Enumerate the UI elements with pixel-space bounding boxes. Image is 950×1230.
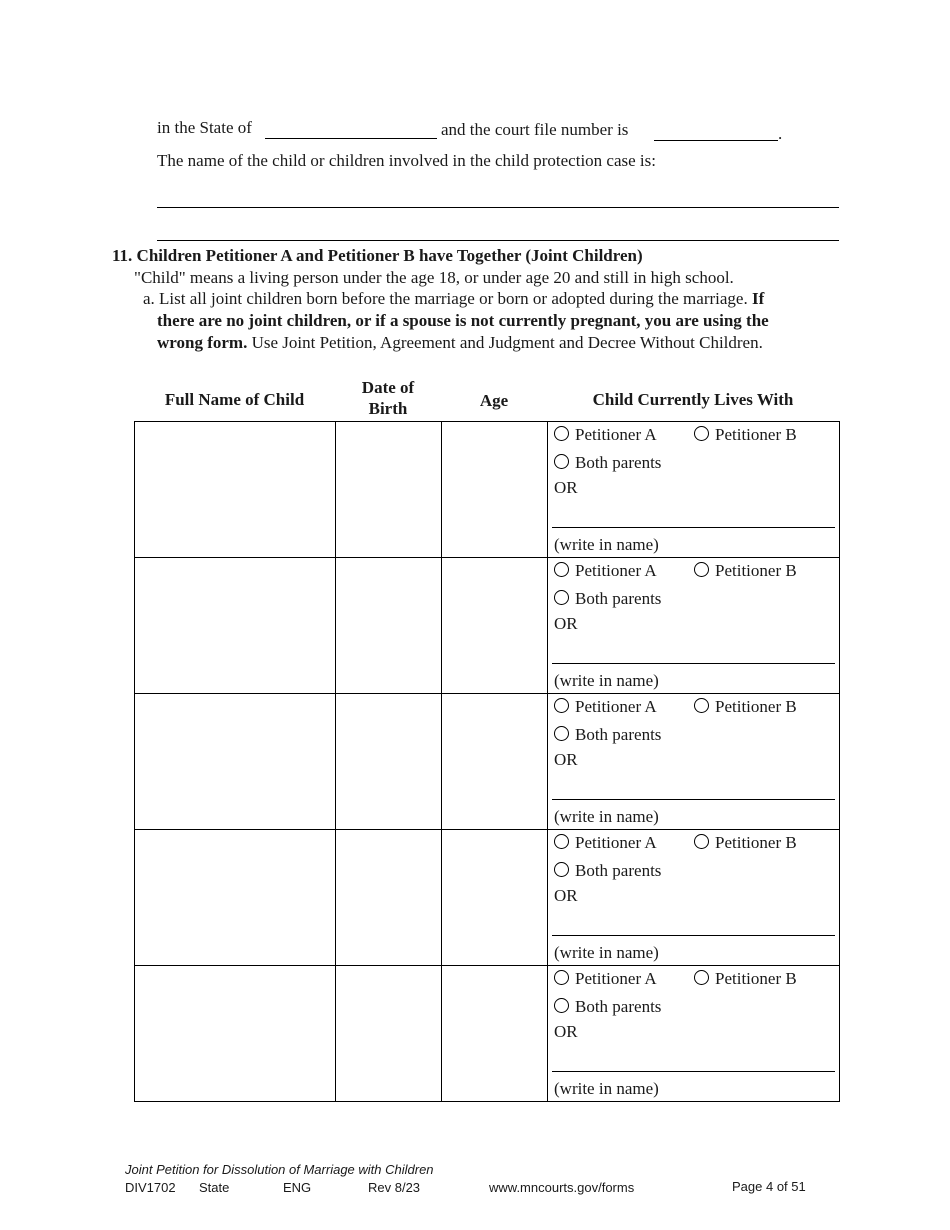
lives-with-cell — [548, 966, 840, 1102]
radio-icon[interactable] — [554, 862, 569, 877]
write-in-name-label: (write in name) — [554, 671, 659, 690]
option-both-parents[interactable]: Both parents — [554, 453, 661, 473]
option-both-parents[interactable]: Both parents — [554, 725, 661, 745]
child-names-line-2[interactable] — [157, 240, 839, 241]
footer-form-code: DIV1702 — [125, 1180, 176, 1195]
footer-revision: Rev 8/23 — [368, 1180, 421, 1195]
write-in-name-label: (write in name) — [554, 943, 659, 962]
joint-children-table — [134, 421, 840, 1102]
court-file-label: and the court file number is — [441, 120, 629, 139]
radio-icon[interactable] — [554, 698, 569, 713]
section-11-heading: 11. Children Petitioner A and Petitioner B have Together (Joint Children) — [112, 246, 643, 265]
state-field[interactable] — [265, 138, 437, 139]
lives-with-cell — [548, 694, 840, 830]
child-name-cell[interactable] — [135, 558, 336, 694]
footer-page-number: Page 4 of 51 — [732, 1179, 806, 1194]
item-a-tail: Use Joint Petition, Agreement and Judgment and Decree Without Children. — [251, 333, 763, 352]
radio-icon[interactable] — [554, 562, 569, 577]
write-in-name-field[interactable] — [552, 799, 835, 800]
child-name-cell[interactable] — [135, 694, 336, 830]
option-petitioner-b[interactable]: Petitioner B — [694, 697, 797, 717]
header-dob-line-1: Date of — [361, 378, 415, 397]
footer-url[interactable]: www.mncourts.gov/forms — [489, 1180, 635, 1195]
option-petitioner-a[interactable]: Petitioner A — [554, 833, 657, 853]
write-in-name-field[interactable] — [552, 935, 835, 936]
radio-icon[interactable] — [554, 970, 569, 985]
option-petitioner-a[interactable]: Petitioner A — [554, 561, 657, 581]
child-dob-cell[interactable] — [336, 558, 442, 694]
option-petitioner-a[interactable]: Petitioner A — [554, 697, 657, 717]
child-dob-cell[interactable] — [336, 966, 442, 1102]
radio-icon[interactable] — [694, 970, 709, 985]
item-a-bold-if: If — [751, 289, 765, 308]
table-row — [135, 830, 840, 966]
child-dob-cell[interactable] — [336, 830, 442, 966]
option-petitioner-b[interactable]: Petitioner B — [694, 969, 797, 989]
write-in-name-label: (write in name) — [554, 1079, 659, 1098]
child-name-cell[interactable] — [135, 966, 336, 1102]
lives-with-cell — [548, 422, 840, 558]
option-both-parents[interactable]: Both parents — [554, 589, 661, 609]
footer-language: ENG — [283, 1180, 312, 1195]
table-row — [135, 422, 840, 558]
table-row — [135, 966, 840, 1102]
header-full-name: Full Name of Child — [164, 390, 305, 409]
child-age-cell[interactable] — [442, 966, 548, 1102]
child-name-cell[interactable] — [135, 422, 336, 558]
child-age-cell[interactable] — [442, 558, 548, 694]
table-row — [135, 558, 840, 694]
child-names-line-1[interactable] — [157, 207, 839, 208]
radio-icon[interactable] — [694, 698, 709, 713]
option-both-parents[interactable]: Both parents — [554, 861, 661, 881]
write-in-name-field[interactable] — [552, 663, 835, 664]
option-both-parents[interactable]: Both parents — [554, 997, 661, 1017]
child-age-cell[interactable] — [442, 422, 548, 558]
write-in-name-label: (write in name) — [554, 807, 659, 826]
item-a-line-3 — [157, 333, 763, 353]
court-file-number-field[interactable] — [654, 140, 778, 141]
child-definition: "Child" means a living person under the age 18, or under age 20 and still in high school. — [134, 268, 734, 287]
or-label: OR — [554, 886, 578, 905]
item-a-line-2: there are no joint children, or if a spouse is not currently pregnant, you are using the — [157, 311, 769, 330]
radio-icon[interactable] — [554, 834, 569, 849]
or-label: OR — [554, 614, 578, 633]
radio-icon[interactable] — [554, 590, 569, 605]
radio-icon[interactable] — [694, 562, 709, 577]
item-a-wrong-form: wrong form. — [157, 333, 248, 352]
lives-with-cell — [548, 558, 840, 694]
header-age: Age — [479, 391, 509, 410]
radio-icon[interactable] — [554, 998, 569, 1013]
header-lives-with: Child Currently Lives With — [592, 390, 794, 409]
option-petitioner-b[interactable]: Petitioner B — [694, 833, 797, 853]
radio-icon[interactable] — [694, 834, 709, 849]
write-in-name-field[interactable] — [552, 527, 835, 528]
radio-icon[interactable] — [554, 454, 569, 469]
child-age-cell[interactable] — [442, 830, 548, 966]
write-in-name-field[interactable] — [552, 1071, 835, 1072]
write-in-name-label: (write in name) — [554, 535, 659, 554]
lives-with-cell — [548, 830, 840, 966]
or-label: OR — [554, 478, 578, 497]
footer-jurisdiction: State — [199, 1180, 230, 1195]
state-label: in the State of — [157, 118, 252, 137]
radio-icon[interactable] — [554, 726, 569, 741]
period: . — [778, 124, 783, 143]
option-petitioner-b[interactable]: Petitioner B — [694, 425, 797, 445]
child-dob-cell[interactable] — [336, 422, 442, 558]
or-label: OR — [554, 750, 578, 769]
header-dob-line-2: Birth — [368, 399, 408, 418]
item-a-line-1 — [143, 289, 764, 309]
table-row — [135, 694, 840, 830]
header-dob — [335, 377, 441, 419]
option-petitioner-a[interactable]: Petitioner A — [554, 969, 657, 989]
option-petitioner-a[interactable]: Petitioner A — [554, 425, 657, 445]
option-petitioner-b[interactable]: Petitioner B — [694, 561, 797, 581]
footer-title: Joint Petition for Dissolution of Marriage with Children — [125, 1162, 434, 1177]
child-dob-cell[interactable] — [336, 694, 442, 830]
child-age-cell[interactable] — [442, 694, 548, 830]
or-label: OR — [554, 1022, 578, 1041]
child-name-cell[interactable] — [135, 830, 336, 966]
radio-icon[interactable] — [694, 426, 709, 441]
child-names-prompt: The name of the child or children involved in the child protection case is: — [157, 151, 656, 170]
radio-icon[interactable] — [554, 426, 569, 441]
item-a-lead: a. List all joint children born before the marriage or born or adopted during the marriage. — [143, 289, 748, 308]
